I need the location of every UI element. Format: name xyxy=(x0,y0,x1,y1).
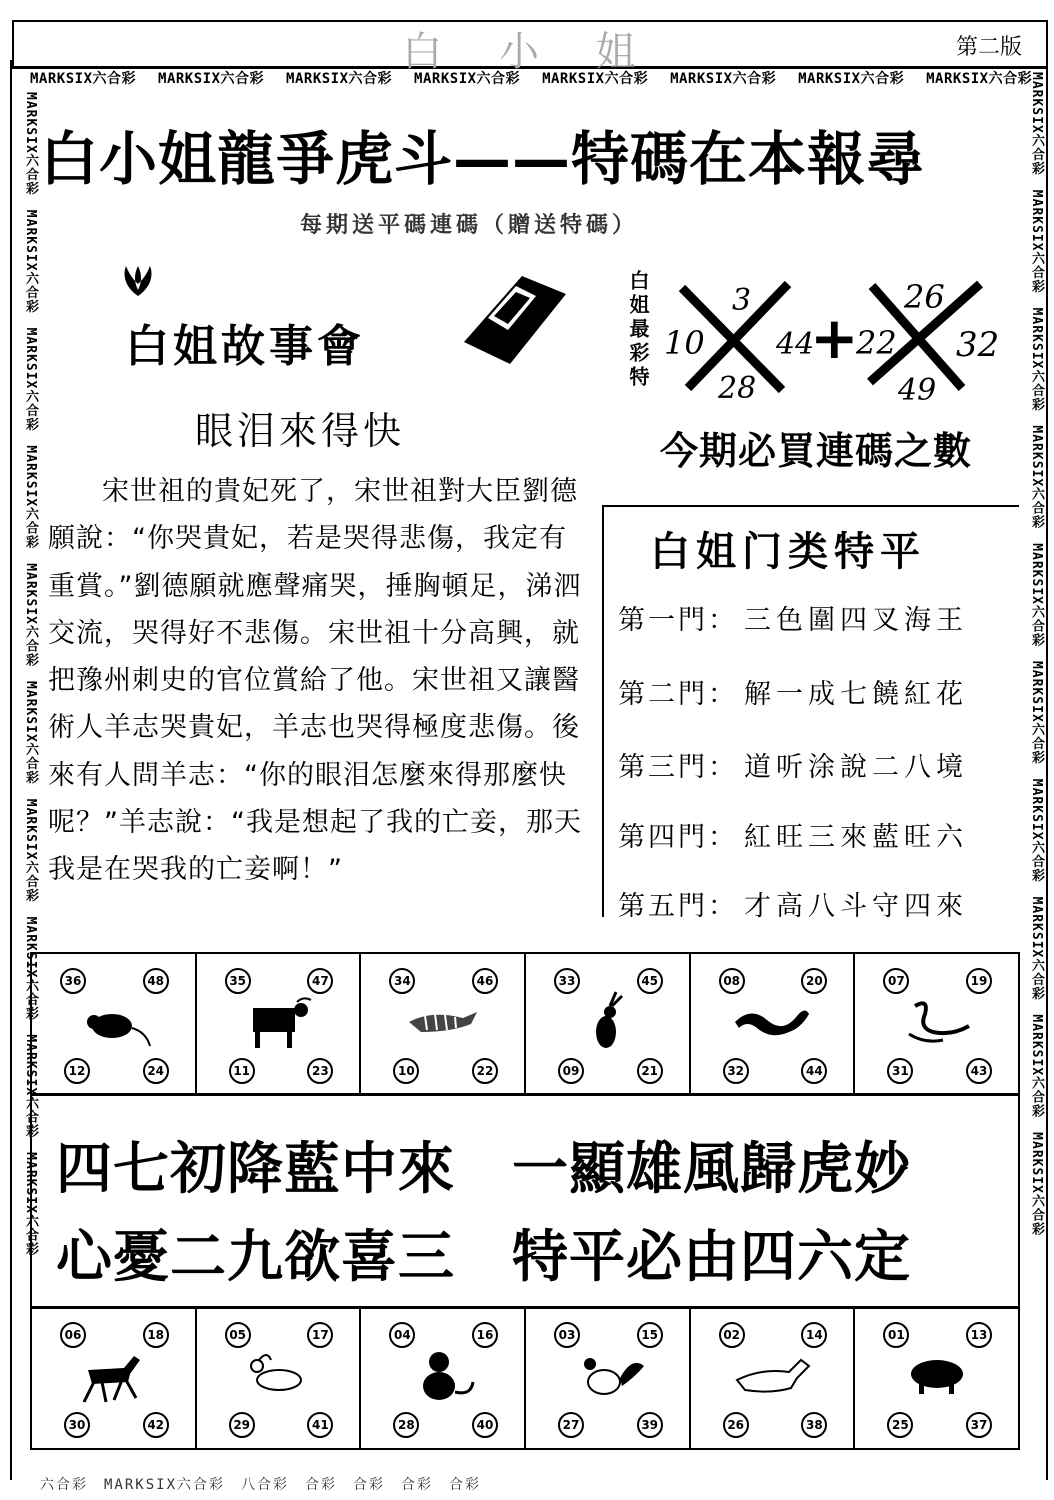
gate-label: 第三門 xyxy=(618,752,708,783)
zodiac-number: 07 xyxy=(883,968,909,994)
zodiac-cell-goat xyxy=(197,1308,362,1448)
num-right-2: 26 xyxy=(904,278,945,316)
zodiac-number: 33 xyxy=(554,968,580,994)
zodiac-number: 17 xyxy=(307,1322,333,1348)
rooster-icon xyxy=(566,1346,646,1406)
zodiac-number: 47 xyxy=(307,968,333,994)
zodiac-cell-tiger xyxy=(361,954,526,1094)
zodiac-cell-ox xyxy=(197,954,362,1094)
subline: 每期送平碼連碼（贈送特碼） xyxy=(300,213,639,238)
zodiac-cell-dragon xyxy=(691,954,856,1094)
zodiac-number: 22 xyxy=(472,1058,498,1084)
numbers-caption: 今期必買連碼之數 xyxy=(660,429,973,473)
zodiac-number: 39 xyxy=(637,1412,663,1438)
banner-item: MARKSIX六合彩 xyxy=(286,71,393,87)
vertical-label: 白姐最彩特 xyxy=(626,270,650,390)
poem-line-2: 心憂二九欲喜三 特平必由四六定 xyxy=(56,1225,911,1290)
zodiac-number: 20 xyxy=(801,968,827,994)
zodiac-number: 05 xyxy=(225,1322,251,1348)
zodiac-number: 36 xyxy=(60,968,86,994)
zodiac-number: 43 xyxy=(966,1058,992,1084)
num-right-3: 32 xyxy=(956,325,1000,365)
banner-item: MARKSIX六合彩 xyxy=(542,71,649,87)
banner-item: MARKSIX六合彩 xyxy=(926,71,1033,87)
tiger-icon xyxy=(401,992,481,1052)
num-left-4: 28 xyxy=(718,371,757,406)
gate-label: 第一門 xyxy=(618,605,708,636)
snake-icon xyxy=(895,992,975,1052)
zodiac-number: 16 xyxy=(472,1322,498,1348)
num-left-2: 3 xyxy=(732,283,752,318)
zodiac-number: 09 xyxy=(558,1058,584,1084)
gate-row: 第五門： 才高八斗守四來 xyxy=(618,891,968,922)
gate-row: 第二門： 解一成七饒紅花 xyxy=(618,679,968,710)
zodiac-number: 45 xyxy=(637,968,663,994)
banner-item: MARKSIX六合彩 xyxy=(158,71,265,87)
zodiac-number: 28 xyxy=(393,1412,419,1438)
zodiac-number: 21 xyxy=(637,1058,663,1084)
zodiac-number: 44 xyxy=(801,1058,827,1084)
num-right-4: 49 xyxy=(898,373,937,408)
zodiac-cell-horse xyxy=(32,1308,197,1448)
gate-value: 道听涂說二八境 xyxy=(744,752,968,783)
story-subtitle: 眼泪來得快 xyxy=(195,409,406,453)
zodiac-number: 25 xyxy=(887,1412,913,1438)
horse-icon xyxy=(72,1346,152,1406)
num-right-1: 22 xyxy=(856,324,897,362)
zodiac-number: 34 xyxy=(389,968,415,994)
zodiac-number: 37 xyxy=(966,1412,992,1438)
num-left-1: 10 xyxy=(664,324,705,362)
rabbit-icon xyxy=(566,992,646,1052)
zodiac-number: 04 xyxy=(389,1322,415,1348)
gate-label: 第四門 xyxy=(618,822,708,853)
zodiac-number: 02 xyxy=(719,1322,745,1348)
rat-icon xyxy=(72,992,152,1052)
gate-value: 才高八斗守四來 xyxy=(744,891,968,922)
zodiac-row-bottom xyxy=(30,1306,1020,1450)
monkey-icon xyxy=(401,1346,481,1406)
zodiac-number: 15 xyxy=(637,1322,663,1348)
banner-item: MARKSIX六合彩 xyxy=(670,71,777,87)
lotus-icon xyxy=(118,262,158,298)
zodiac-number: 30 xyxy=(64,1412,90,1438)
zodiac-number: 23 xyxy=(307,1058,333,1084)
zodiac-number: 29 xyxy=(229,1412,255,1438)
banner-item: MARKSIX六合彩 xyxy=(30,71,137,87)
zodiac-number: 03 xyxy=(554,1322,580,1348)
gate-row: 第一門： 三色圍四叉海王 xyxy=(618,605,968,636)
banner-item: MARKSIX六合彩 xyxy=(798,71,905,87)
zodiac-number: 46 xyxy=(472,968,498,994)
gates-title: 白姐门类特平 xyxy=(650,529,926,575)
zodiac-cell-dog xyxy=(691,1308,856,1448)
story-title: 白姐故事會 xyxy=(125,321,365,372)
zodiac-cell-rat xyxy=(32,954,197,1094)
zodiac-number: 12 xyxy=(64,1058,90,1084)
right-side-banner: MARKSIX六合彩 MARKSIX六合彩 MARKSIX六合彩 MARKSIX六合彩 MARKSIX六合彩 MARKSIX六合彩 MARKSIX六合彩 MARKSIX六合彩 MARKSIX六合彩 MARKSIX六合彩 xyxy=(1029,72,1044,1236)
book-icon xyxy=(458,272,570,368)
edition-label: 第二版 xyxy=(955,35,1022,60)
zodiac-number: 06 xyxy=(60,1322,86,1348)
zodiac-number: 42 xyxy=(143,1412,169,1438)
gate-row: 第三門： 道听涂說二八境 xyxy=(618,752,968,783)
zodiac-cell-rooster xyxy=(526,1308,691,1448)
zodiac-number: 18 xyxy=(143,1322,169,1348)
gate-value: 三色圍四叉海王 xyxy=(744,605,968,636)
goat-icon xyxy=(237,1346,317,1406)
gate-value: 紅旺三來藍旺六 xyxy=(744,822,968,853)
gate-row: 第四門： 紅旺三來藍旺六 xyxy=(618,822,968,853)
masthead-title: 白 小 姐 xyxy=(402,29,658,75)
zodiac-cell-monkey xyxy=(361,1308,526,1448)
zodiac-number: 13 xyxy=(966,1322,992,1348)
zodiac-number: 10 xyxy=(393,1058,419,1084)
zodiac-cell-snake xyxy=(855,954,1018,1094)
story-body xyxy=(48,468,588,894)
zodiac-number: 32 xyxy=(723,1058,749,1084)
zodiac-row-top xyxy=(30,952,1020,1096)
ox-icon xyxy=(237,992,317,1052)
left-side-banner: MARKSIX六合彩 MARKSIX六合彩 MARKSIX六合彩 MARKSIX六合彩 MARKSIX六合彩 MARKSIX六合彩 MARKSIX六合彩 MARKSIX六合彩 MARKSIX六合彩 MARKSIX六合彩 xyxy=(23,92,38,1256)
story-paragraph: 宋世祖的貴妃死了，宋世祖對大臣劉德願說：“你哭貴妃，若是哭得悲傷，我定有重賞。”劉德願就應聲痛哭，捶胸頓足，涕泗交流，哭得好不悲傷。宋世祖十分高興，就把豫州刺史的官位賞給了他。宋世祖又讓醫術人羊志哭貴妃，羊志也哭得極度悲傷。後來有人問羊志：“你的眼泪怎麼來得那麼快呢？”羊志說：“我是想起了我的亡妾，那天我是在哭我的亡妾啊！” xyxy=(48,476,582,886)
footer-banner: 六合彩 MARKSIX六合彩 八合彩 合彩 合彩 合彩 合彩 xyxy=(40,1477,481,1493)
zodiac-number: 41 xyxy=(307,1412,333,1438)
marksix-banner xyxy=(30,68,1033,92)
pig-icon xyxy=(895,1346,975,1406)
zodiac-number: 35 xyxy=(225,968,251,994)
gate-label: 第二門 xyxy=(618,679,708,710)
gate-label: 第五門 xyxy=(618,891,708,922)
zodiac-number: 48 xyxy=(143,968,169,994)
plus-sign: + xyxy=(810,304,859,372)
zodiac-number: 27 xyxy=(558,1412,584,1438)
zodiac-number: 08 xyxy=(719,968,745,994)
poem-box xyxy=(30,1093,1020,1309)
zodiac-number: 24 xyxy=(143,1058,169,1084)
zodiac-number: 26 xyxy=(723,1412,749,1438)
dragon-icon xyxy=(731,992,811,1052)
zodiac-number: 38 xyxy=(801,1412,827,1438)
dog-icon xyxy=(731,1346,811,1406)
zodiac-number: 40 xyxy=(472,1412,498,1438)
zodiac-number: 11 xyxy=(229,1058,255,1084)
gate-value: 解一成七饒紅花 xyxy=(744,679,968,710)
zodiac-cell-rabbit xyxy=(526,954,691,1094)
banner-item: MARKSIX六合彩 xyxy=(414,71,521,87)
num-left-3: 44 xyxy=(776,327,815,362)
poem-line-1: 四七初降藍中來 一顯雄風歸虎妙 xyxy=(56,1137,911,1202)
lucky-numbers-graphic xyxy=(660,270,1000,408)
headline: 白小姐龍爭虎斗——特碼在本報尋 xyxy=(40,125,926,193)
zodiac-number: 14 xyxy=(801,1322,827,1348)
zodiac-number: 19 xyxy=(966,968,992,994)
zodiac-cell-pig xyxy=(855,1308,1018,1448)
zodiac-number: 01 xyxy=(883,1322,909,1348)
zodiac-number: 31 xyxy=(887,1058,913,1084)
